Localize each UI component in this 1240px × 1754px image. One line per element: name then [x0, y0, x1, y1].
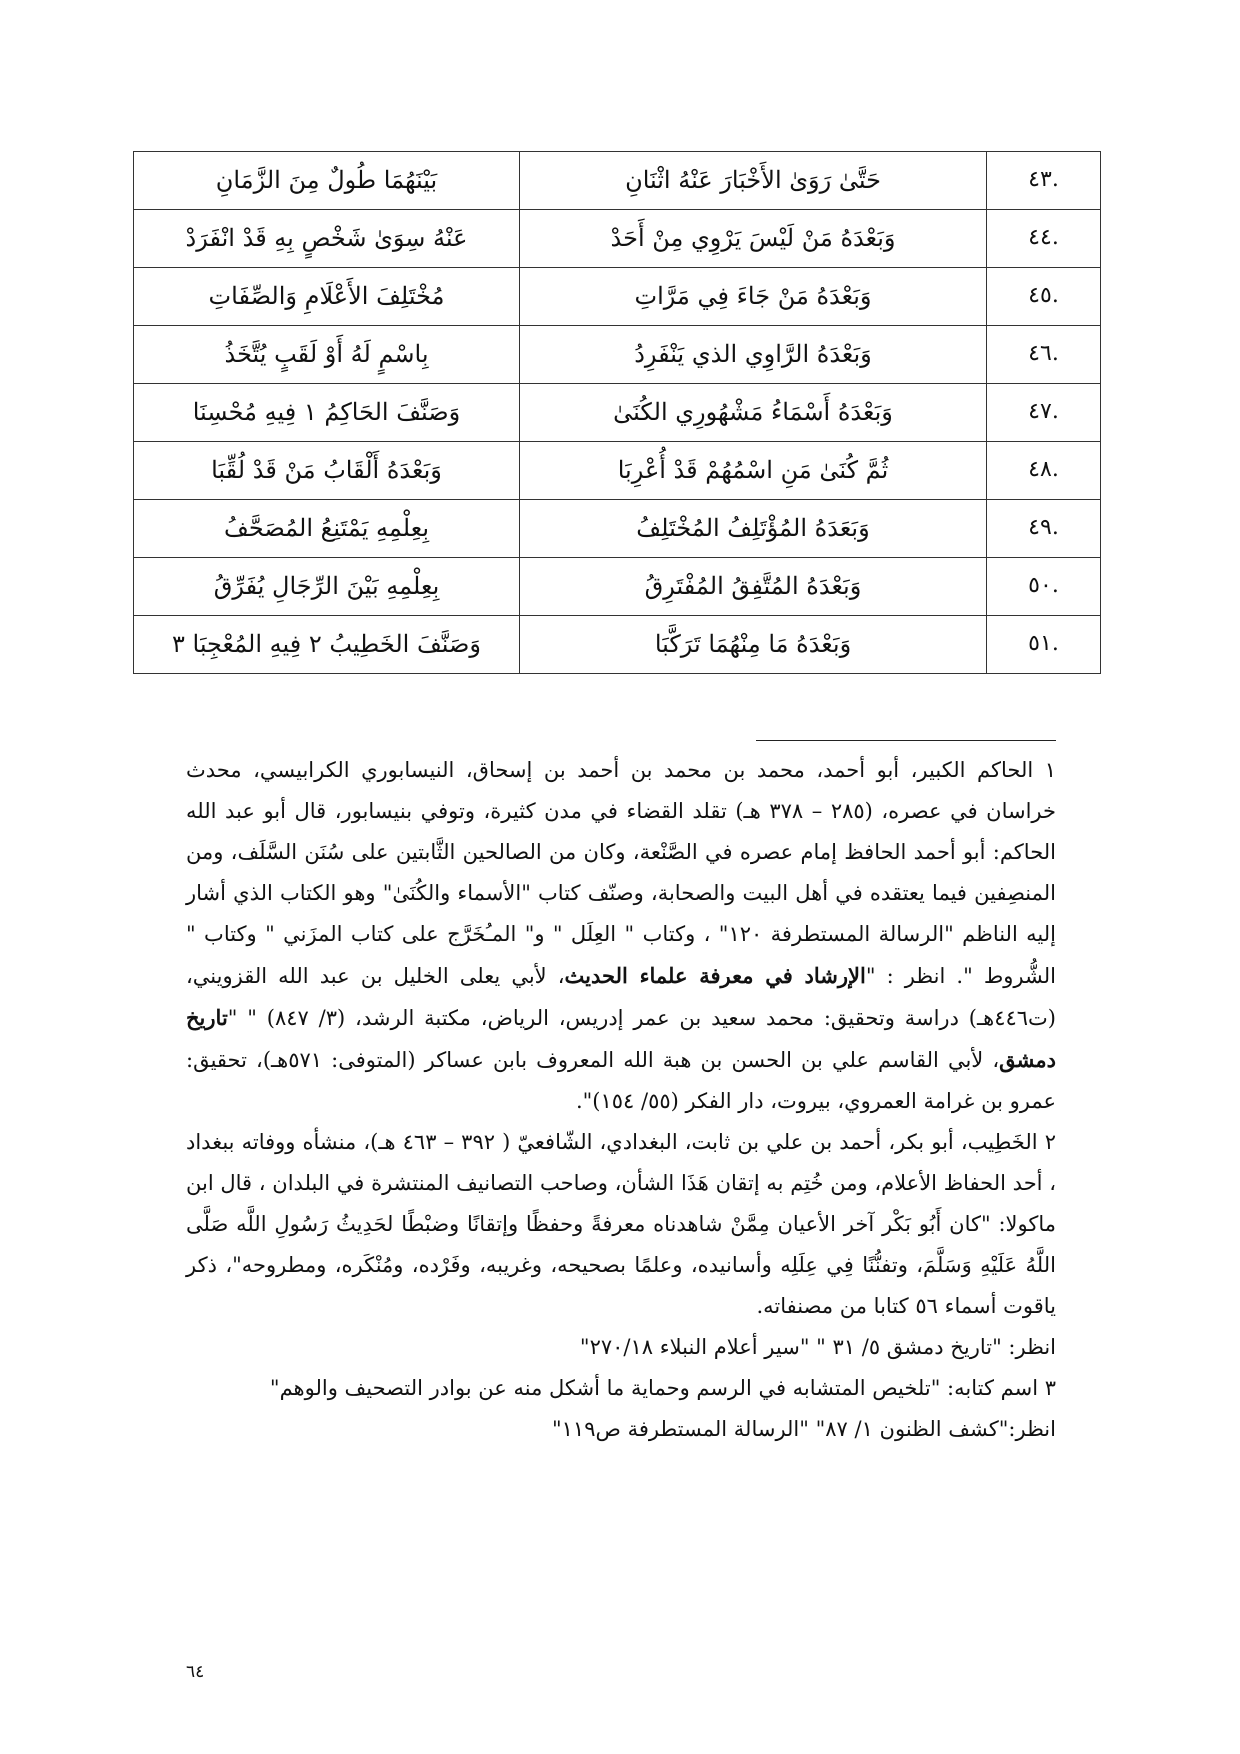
- verse-second-hemistich: بِاسْمٍ لَهُ أَوْ لَقَبٍ يُتَّخَذُ: [134, 326, 520, 384]
- verse-second-hemistich: وَصَنَّفَ الخَطِيبُ ٢ فِيهِ المُعْجِبَا ٣: [134, 616, 520, 674]
- verse-number: .٤٧: [987, 384, 1101, 442]
- footnote-1-text-3: ، لأبي القاسم علي بن الحسن بن هبة الله المعروف بابن عساكر (المتوفى: ٥٧١هـ)، تحقيق: عمرو بن غرامة العمروي، بيروت، دار الفكر (٥٥/ ١٥٤)".: [186, 1048, 1056, 1113]
- footnote-2-source: انظر: "تاريخ دمشق ٥/ ٣١ " "سير أعلام النبلاء ٢٧٠/١٨": [579, 1335, 1056, 1359]
- verse-first-hemistich: وَبَعْدَهُ الرَّاوِي الذي يَنْفَرِدُ: [520, 326, 987, 384]
- verse-row: [134, 326, 1101, 384]
- verse-row: [134, 500, 1101, 558]
- page-number: ٦٤: [186, 1662, 205, 1682]
- verse-first-hemistich: وَبَعْدَهُ أَسْمَاءُ مَشْهُورِي الكُنَىٰ: [520, 384, 987, 442]
- verse-row: [134, 210, 1101, 268]
- verse-first-hemistich: وَبَعْدَهُ مَا مِنْهُمَا تَرَكَّبَا: [520, 616, 987, 674]
- verse-first-hemistich: وَبَعْدَهُ مَنْ جَاءَ فِي مَرَّاتِ: [520, 268, 987, 326]
- verse-row: [134, 558, 1101, 616]
- verse-second-hemistich: وَبَعْدَهُ أَلْقَابُ مَنْ قَدْ لُقِّبَا: [134, 442, 520, 500]
- verse-row: [134, 442, 1101, 500]
- footnote-3: ٣ اسم كتابه: "تلخيص المتشابه في الرسم وحماية ما أشكل منه عن بوادر التصحيف والوهم": [269, 1376, 1056, 1400]
- verse-row: [134, 616, 1101, 674]
- verse-first-hemistich: وَبَعَدَهُ المُؤْتَلِفُ المُخْتَلِفُ: [520, 500, 987, 558]
- footnote-1-book-irshad: الإرشاد في معرفة علماء الحديث: [564, 963, 866, 988]
- verse-second-hemistich: وَصَنَّفَ الحَاكِمُ ١ فِيهِ مُحْسِنَا: [134, 384, 520, 442]
- verse-second-hemistich: بَيْنَهُمَا طُولٌ مِنَ الزَّمَانِ: [134, 152, 520, 210]
- footnotes: [186, 750, 1056, 1450]
- verse-row: [134, 268, 1101, 326]
- verse-row: [134, 384, 1101, 442]
- verse-number: .٤٣: [987, 152, 1101, 210]
- verse-number: .٤٦: [987, 326, 1101, 384]
- footnote-1-book-tarikh: تاريخ دمشق: [186, 1005, 1057, 1072]
- verse-first-hemistich: حَتَّىٰ رَوَىٰ الأَخْبَارَ عَنْهُ اثْنَانِ: [520, 152, 987, 210]
- verse-number: .٥٠: [987, 558, 1101, 616]
- verse-second-hemistich: عَنْهُ سِوَىٰ شَخْصٍ بِهِ قَدْ انْفَرَدْ: [134, 210, 520, 268]
- footnote-separator: [756, 740, 1056, 741]
- footnote-1-text-2: ، لأبي يعلى الخليل بن عبد الله القزويني، (ت٤٤٦هـ) دراسة وتحقيق: محمد سعيد بن عمر إدريس، الرياض، مكتبة الرشد، (٣/ ٨٤٧) " ": [186, 964, 1056, 1030]
- footnote-2: ٢ الخَطِيب، أبو بكر، أحمد بن علي بن ثابت، البغدادي، الشّافعيّ ( ٣٩٢ – ٤٦٣ هـ)، منشأه ووفاته ببغداد ، أحد الحفاظ الأعلام، ومن خُتِم به إتقان هَذَا الشأن، وصاحب التصانيف المنتشرة في البلدان ، قال ابن ماكولا: "كان أَبُو بَكْر آخر الأعيان مِمَّنْ شاهدناه معرفةً وحفظًا وإتقانًا وضبْطًا لحَدِيثُ رَسُولِ اللَّه صَلَّى اللَّهُ عَلَيْهِ وَسَلَّمَ، وتفنُّنًا فِي عِلَلِه وأسانيده، وعلمًا بصحيحه، وغريبه، وفَرْده، ومُنْكَره، ومطروحه"، ذكر ياقوت أسماء ٥٦ كتابا من مصنفاته.: [186, 1130, 1056, 1318]
- verse-number: .٤٩: [987, 500, 1101, 558]
- verse-number: .٥١: [987, 616, 1101, 674]
- footnote-1-text: ١ الحاكم الكبير، أبو أحمد، محمد بن محمد بن أحمد بن إسحاق، النيسابوري الكرابيسي، محدث خراسان في عصره، (٢٨٥ – ٣٧٨ هـ) تقلد القضاء في مدن كثيرة، وتوفي بنيسابور، قال أبو عبد الله الحاكم: أبو أحمد الحافظ إمام عصره في الصَّنْعة، وكان من الصالحين الثَّابتين على سُنَن السَّلَف، ومن المنصِفين فيما يعتقده في أهل البيت والصحابة، وصنّف كتاب "الأسماء والكُنَىٰ" وهو الكتاب الذي أشار إليه الناظم "الرسالة المستطرفة ١٢٠" ، وكتاب " العِلَل " و" المـُخَرَّج على كتاب المزَني " وكتاب " الشُّروط ". انظر : ": [186, 758, 1057, 988]
- footnote-1: [186, 750, 1056, 1122]
- verse-first-hemistich: وَبَعْدَهُ مَنْ لَيْسَ يَرْوِي مِنْ أَحَدْ: [520, 210, 987, 268]
- verse-first-hemistich: ثُمَّ كُنَىٰ مَنِ اسْمُهُمْ قَدْ أُعْرِبَا: [520, 442, 987, 500]
- verse-table-body: [134, 152, 1101, 674]
- footnote-3-source: انظر:"كشف الظنون ١/ ٨٧" "الرسالة المستطرفة ص١١٩": [551, 1417, 1056, 1441]
- verse-first-hemistich: وَبَعْدَهُ المُتَّفِقُ المُفْتَرِقُ: [520, 558, 987, 616]
- verse-number: .٤٨: [987, 442, 1101, 500]
- verse-second-hemistich: بِعِلْمِهِ بَيْنَ الرِّجَالِ يُفَرِّقُ: [134, 558, 520, 616]
- verse-table: [133, 151, 1101, 674]
- verse-second-hemistich: مُخْتَلِفَ الأَعْلَامِ وَالصِّفَاتِ: [134, 268, 520, 326]
- verse-row: [134, 152, 1101, 210]
- verse-second-hemistich: بِعِلْمِهِ يَمْتَنِعُ المُصَحَّفُ: [134, 500, 520, 558]
- verse-number: .٤٤: [987, 210, 1101, 268]
- verse-number: .٤٥: [987, 268, 1101, 326]
